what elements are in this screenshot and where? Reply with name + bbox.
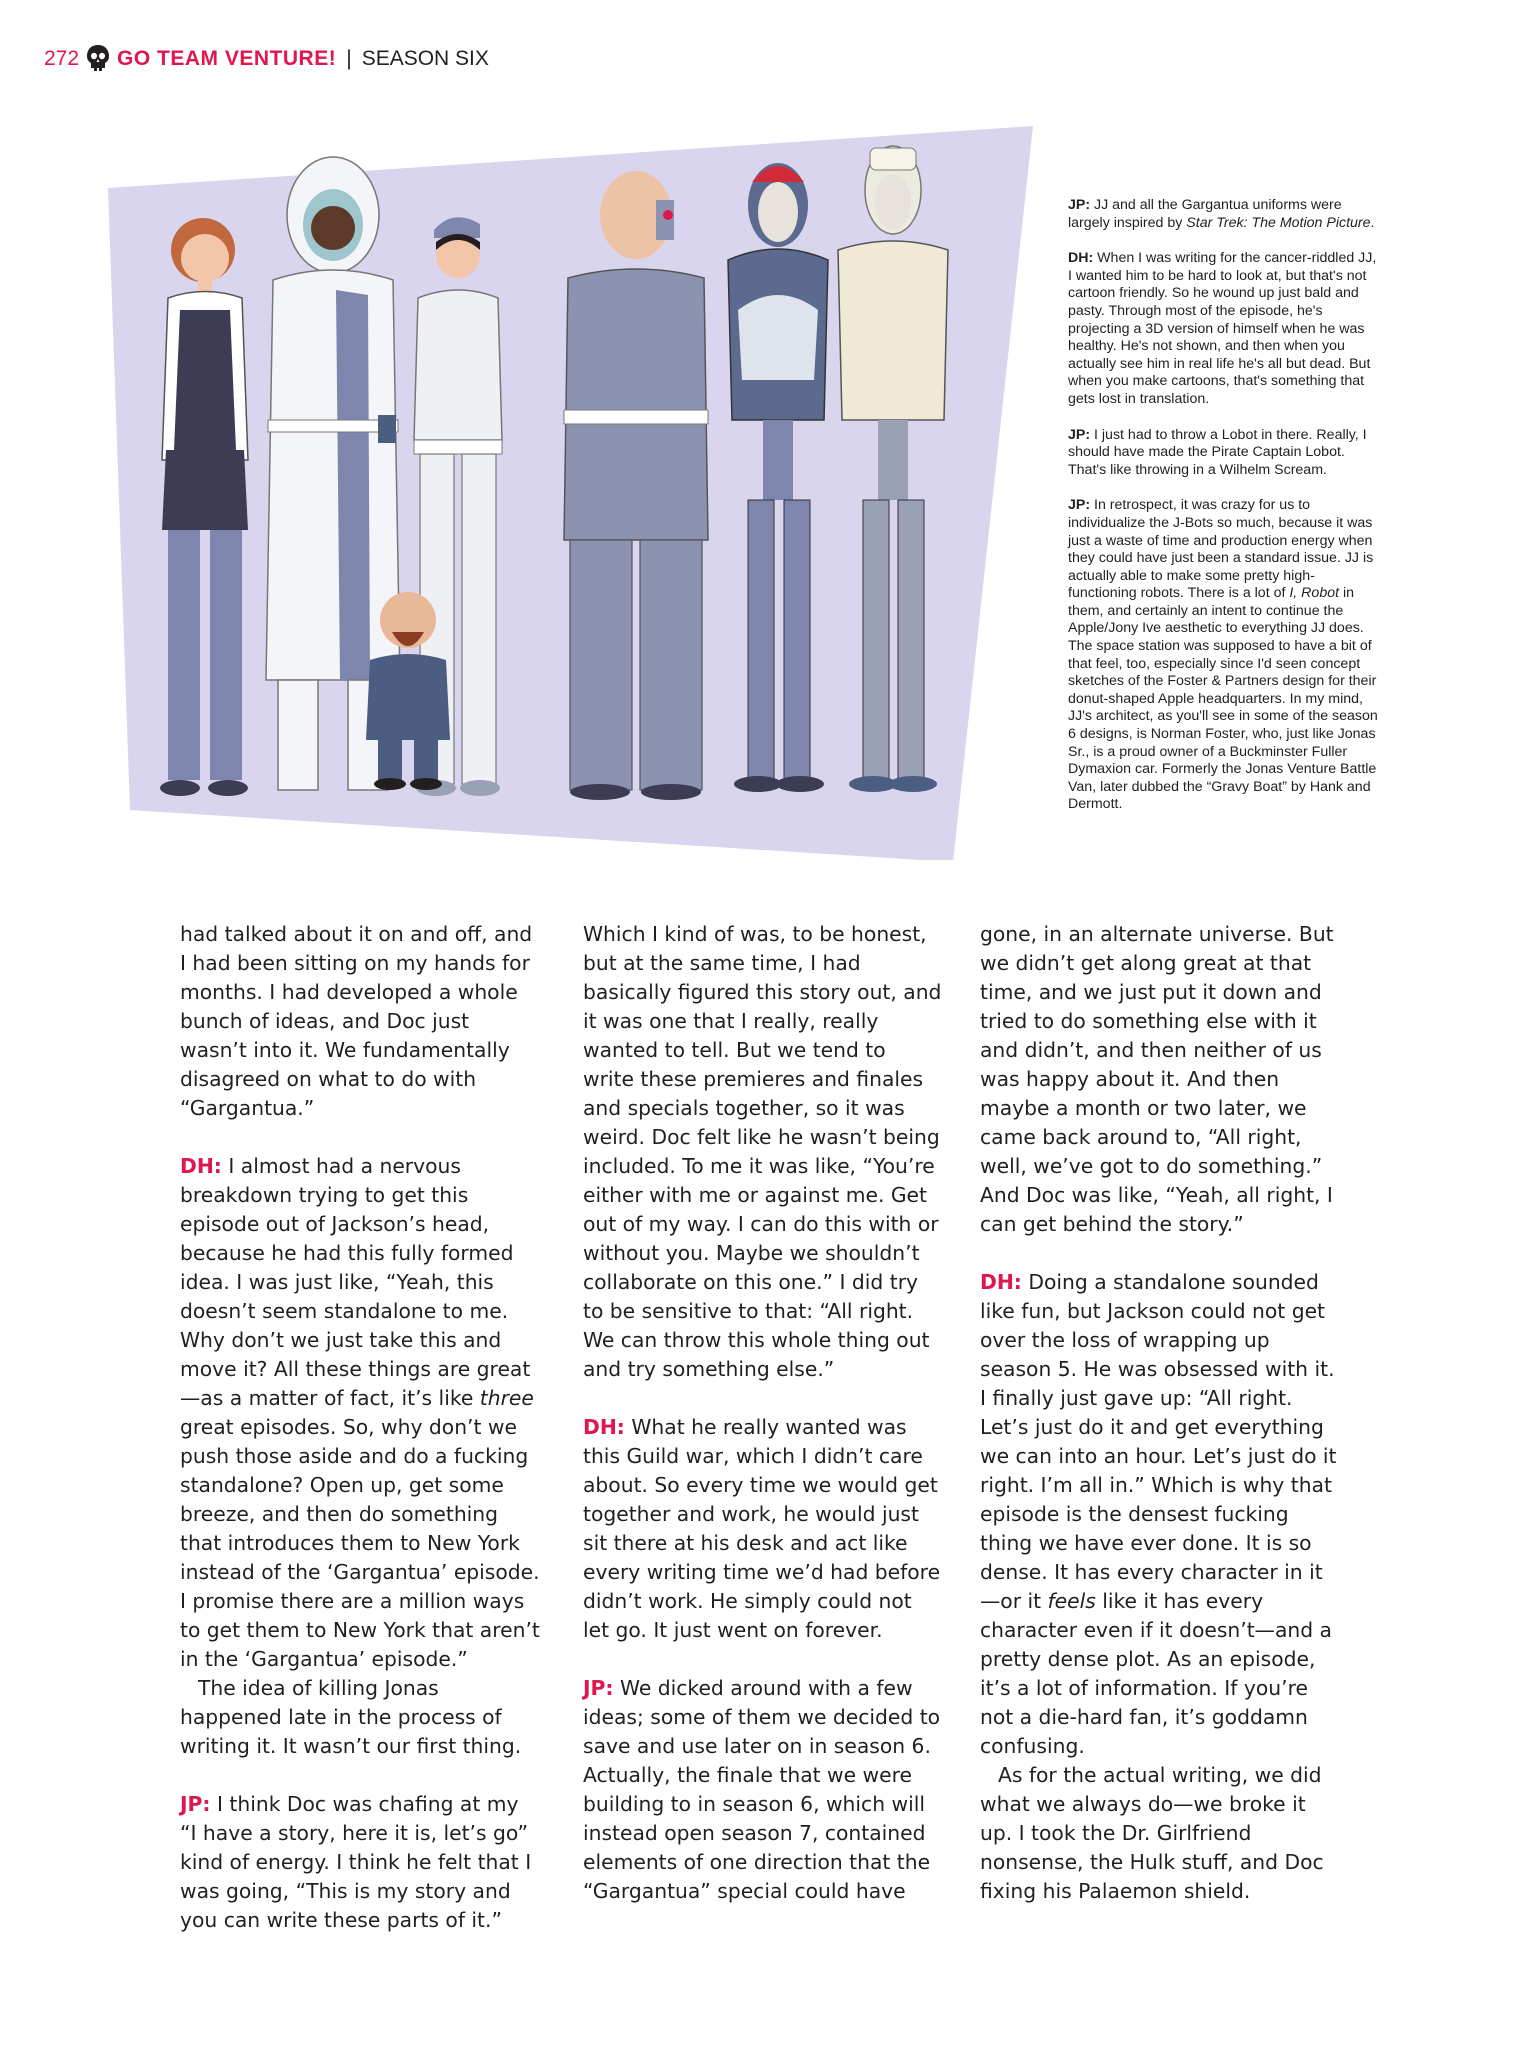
speaker-tag: DH: <box>1068 250 1094 267</box>
running-header <box>44 44 489 74</box>
sidebar-note: DH: When I was writing for the cancer-riddled JJ, I wanted him to be hard to look at, but that's not cartoon friendly. So he wound up just bald and pasty. Through most of the episode, he's projecting a 3D version of himself when he was healthy. He's not shown, and then when you actually see him in real life he's all but dead. But when you make cartoons, that's something that gets lost in translation. <box>1068 250 1377 407</box>
speaker-tag: JP: <box>1068 497 1091 514</box>
section-title: SEASON SIX <box>361 47 489 70</box>
sidebar-commentary <box>1068 197 1378 832</box>
header-separator: | <box>346 47 352 70</box>
sidebar-note: JP: In retrospect, it was crazy for us to individualize the J-Bots so much, because it was just a waste of time and production energy when they could have just been a standard issue. JJ is actually able to make some pretty high-functioning robots. There is a lot of I, Robot in them, and certainly an intent to continue the Apple/Jony Ive aesthetic to everything JJ does. The space station was supposed to have a bit of that feel, too, especially since I'd seen concept sketches of the Foster & Partners design for their donut-shaped Apple headquarters. In my mind, JJ's architect, as you'll see in some of the season 6 designs, is Norman Foster, who, just like Jonas Sr., is a proud owner of a Buckminster Fuller Dymaxion car. Formerly the Jonas Venture Battle Van, later dubbed the “Gravy Boat” by Hank and Dermott. <box>1068 497 1378 813</box>
skull-logo-icon <box>85 44 111 74</box>
character-lineup-illustration <box>108 120 1038 860</box>
speaker-tag: DH: <box>980 1270 1022 1294</box>
body-column-2 <box>583 920 943 1906</box>
paragraph: Which I kind of was, to be honest, but at the same time, I had basically figured this story out, and it was one that I really, really wanted to tell. But we tend to write these premieres and finales and specials together, so it was weird. Doc felt like he wasn’t being included. To me it was like, “You’re either with me or against me. Get out of my way. I can do this with or without you. Maybe we shouldn’t collaborate on this one.” I did try to be sensitive to that: “All right. We can throw this whole thing out and try something else.” <box>583 922 942 1381</box>
paragraph: The idea of killing Jonas happened late in the process of writing it. It wasn’t our first thing. <box>180 1676 522 1758</box>
speaker-tag: JP: <box>1068 426 1091 443</box>
paragraph: DH: I almost had a nervous breakdown trying to get this episode out of Jackson’s head, because he had this fully formed idea. I was just like, “Yeah, this doesn’t seem standalone to me. Why don’t we just take this and move it? All these things are great—as a matter of fact, it’s like three great episodes. So, why don’t we push those aside and do a fucking standalone? Open up, get some breeze, and then do something that introduces them to New York instead of the ‘Gargantua’ episode. I promise there are a million ways to get them to New York that aren’t in the ‘Gargantua’ episode.” <box>180 1154 540 1671</box>
sidebar-note: JP: JJ and all the Gargantua uniforms were largely inspired by Star Trek: The Motion Picture. <box>1068 197 1375 231</box>
body-column-1 <box>180 920 540 1935</box>
speaker-tag: JP: <box>1068 197 1091 213</box>
paragraph: DH: Doing a standalone sounded like fun, but Jackson could not get over the loss of wrapping up season 5. He was obsessed with it. I finally just gave up: “All right. Let’s just do it and get everything we can into an hour. Let’s just do it right. I’m all in.” Which is why that episode is the densest fucking thing we have ever done. It is so dense. It has every character in it—or it feels like it has every character even if it doesn’t—and a pretty dense plot. As an episode, it’s a lot of information. If you’re not a die-hard fan, it’s goddamn confusing. <box>980 1270 1337 1758</box>
speaker-tag: DH: <box>583 1415 625 1439</box>
sidebar-note: JP: I just had to throw a Lobot in there. Really, I should have made the Pirate Captain Lobot. That's like throwing in a Wilhelm Scream. <box>1068 426 1367 478</box>
page-number: 272 <box>44 47 80 70</box>
paragraph: gone, in an alternate universe. But we didn’t get along great at that time, and we just put it down and tried to do something else with it and didn’t, and then neither of us was happy about it. And then maybe a month or two later, we came back around to, “All right, well, we’ve got to do something.” And Doc was like, “Yeah, all right, I can get behind the story.” <box>980 922 1334 1236</box>
paragraph: As for the actual writing, we did what we always do—we broke it up. I took the Dr. Girlfriend nonsense, the Hulk stuff, and Doc fixing his Palaemon shield. <box>980 1763 1324 1903</box>
speaker-tag: DH: <box>180 1154 222 1178</box>
paragraph: JP: I think Doc was chafing at my “I have a story, here it is, let’s go” kind of energy. I think he felt that I was going, “This is my story and you can write these parts of it.” <box>180 1792 532 1932</box>
series-title: GO TEAM VENTURE! <box>117 47 337 70</box>
body-column-3 <box>980 920 1340 1906</box>
paragraph: DH: What he really wanted was this Guild war, which I didn’t care about. So every time we would get together and work, he would just sit there at his desk and act like every writing time we’d had before didn’t work. He simply could not let go. It just went on forever. <box>583 1415 941 1642</box>
speaker-tag: JP: <box>583 1676 614 1700</box>
paragraph: had talked about it on and off, and I had been sitting on my hands for months. I had developed a whole bunch of ideas, and Doc just wasn’t into it. We fundamentally disagreed on what to do with “Gargantua.” <box>180 922 533 1120</box>
paragraph: JP: We dicked around with a few ideas; some of them we decided to save and use later on in season 6. Actually, the finale that we were building to in season 6, which will instead open season 7, contained elements of one direction that the “Gargantua” special could have <box>583 1676 941 1903</box>
speaker-tag: JP: <box>180 1792 211 1816</box>
